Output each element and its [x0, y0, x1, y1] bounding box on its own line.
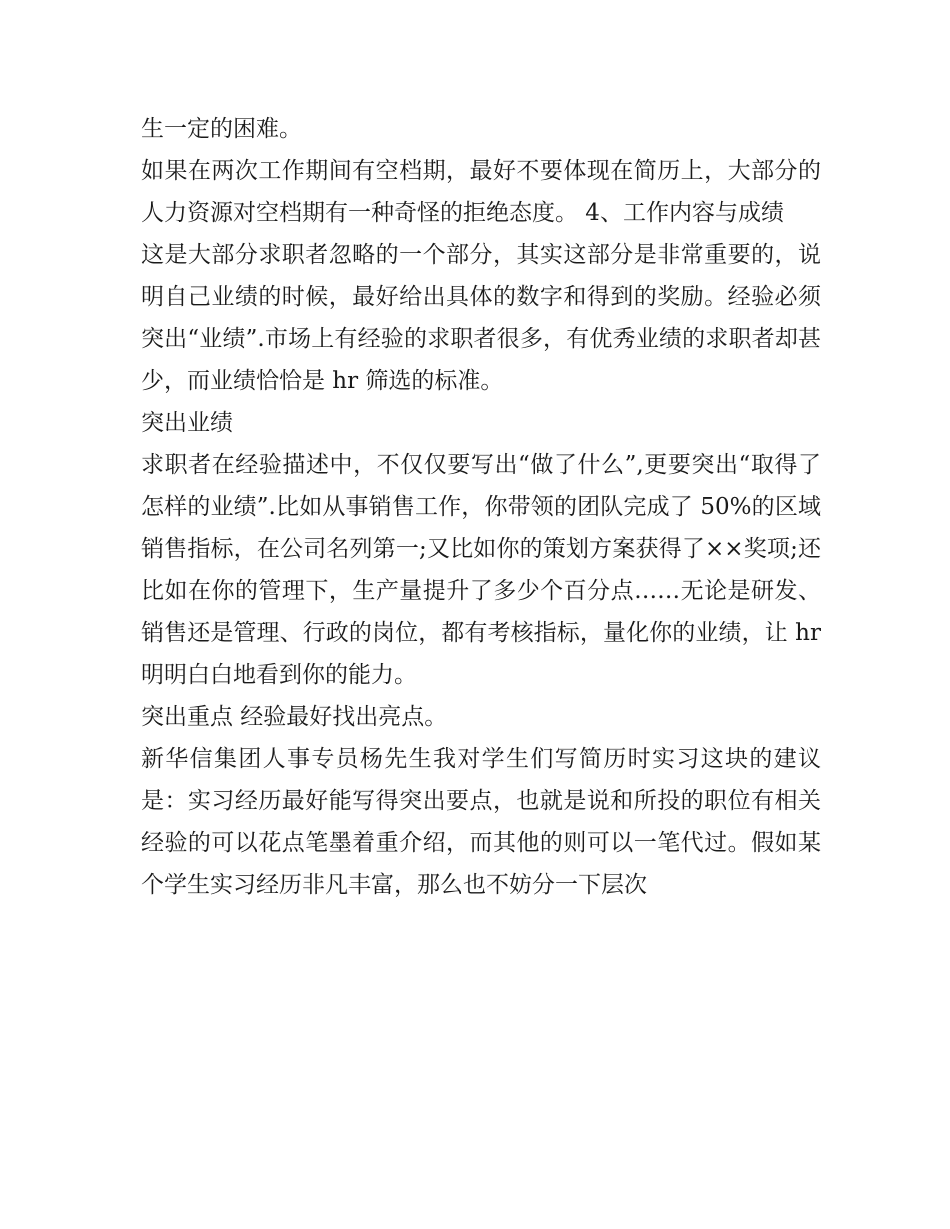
paragraph-2: 如果在两次工作期间有空档期，最好不要体现在简历上，大部分的人力资源对空档期有一种奇怪的拒绝态度。 4、工作内容与成绩: [141, 158, 821, 226]
paragraph-3: 这是大部分求职者忽略的一个部分，其实这部分是非常重要的，说明自己业绩的时候，最好给出具体的数字和得到的奖励。经验必须突出“业绩”.市场上有经验的求职者很多，有优秀业绩的求职者却甚少，而业绩恰恰是 hr 筛选的标准。: [141, 242, 821, 394]
paragraph-7: 新华信集团人事专员杨先生我对学生们写简历时实习这块的建议是：实习经历最好能写得突出要点，也就是说和所投的职位有相关经验的可以花点笔墨着重介绍，而其他的则可以一笔代过。假如某个学生实习经历非凡丰富，那么也不妨分一下层次: [141, 746, 821, 898]
document-body: [141, 108, 821, 906]
paragraph-5: 求职者在经验描述中，不仅仅要写出“做了什么”,更要突出“取得了怎样的业绩”.比如从事销售工作，你带领的团队完成了 50%的区域销售指标，在公司名列第一;又比如你的策划方案获得了××奖项;还比如在你的管理下，生产量提升了多少个百分点……无论是研发、销售还是管理、行政的岗位，都有考核指标，量化你的业绩，让 hr 明明白白地看到你的能力。: [141, 452, 821, 688]
paragraph-1: 生一定的困难。: [141, 116, 302, 142]
section-heading-highlight-results: 突出业绩: [141, 410, 233, 436]
section-heading-highlight-key-points: 突出重点 经验最好找出亮点。: [141, 704, 448, 730]
